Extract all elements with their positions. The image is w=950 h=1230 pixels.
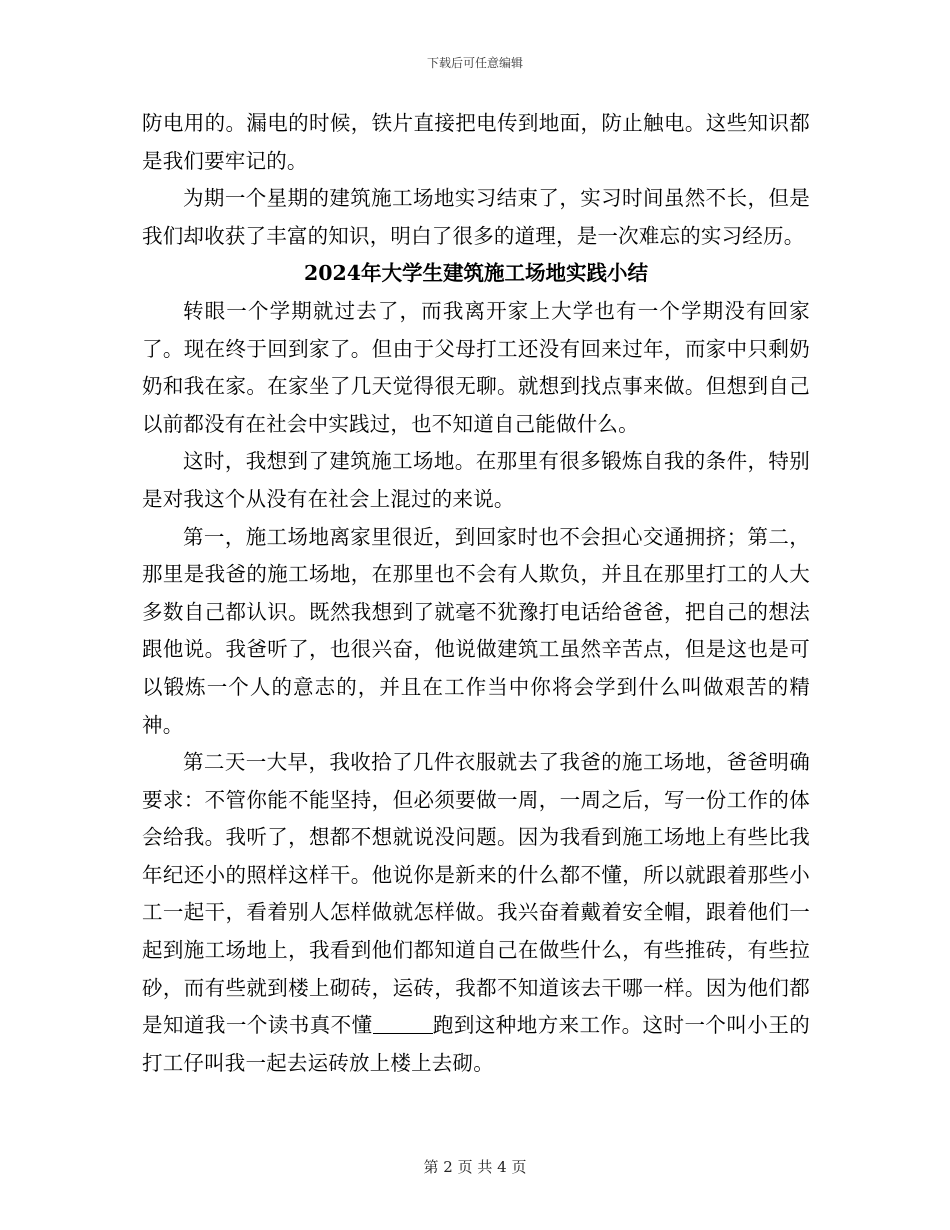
page-number: 第 2 页 共 4 页 [423,1158,527,1176]
section-title: 2024年大学生建筑施工场地实践小结 [303,261,649,286]
paragraph-reasons: 第一，施工场地离家里很近，到回家时也不会担心交通拥挤；第二，那里是我爸的施工场地，在那里也不会有人欺负，并且在那里打工的人大多数自己都认识。既然我想到了就毫不犹豫打电话给爸爸，把自己的想法跟他说。我爸听了，也很兴奋，他说做建筑工虽然辛苦点，但是这也是可以锻炼一个人的意志的，并且在工作当中你将会学到什么叫做艰苦的精神。 [142,524,810,737]
fill-in-blank [373,1013,433,1035]
paragraph-intro: 转眼一个学期就过去了，而我离开家上大学也有一个学期没有回家了。现在终于回到家了。但由于父母打工还没有回来过年，而家中只剩奶奶和我在家。在家坐了几天觉得很无聊。就想到找点事来做。但想到自己以前都没有在社会中实践过，也不知道自己能做什么。 [142,298,810,436]
paragraph-first-day-text-a: 第二天一大早，我收拾了几件衣服就去了我爸的施工场地，爸爸明确要求：不管你能不能坚持，但必须要做一周，一周之后，写一份工作的体会给我。我听了，想都不想就说没问题。因为我看到施工场地上有些比我年纪还小的照样这样干。他说你是新来的什么都不懂，所以就跟着那些小工一起干，看着别人怎样做就怎样做。我兴奋着戴着安全帽，跟着他们一起到施工场地上，我看到他们都知道自己在做些什么，有些推砖，有些拉砂，而有些就到楼上砌砖，运砖，我都不知道该去干哪一样。因为他们都是知道我一个读书真不懂 [142,750,810,1038]
document-body [142,105,810,1082]
paragraph-first-day-text-b: 跑到这种地方来工作。这时一个叫小王的打工仔叫我一起去运砖放上楼上去砌。 [142,1013,810,1075]
paragraph-idea: 这时，我想到了建筑施工场地。在那里有很多锻炼自我的条件，特别是对我这个从没有在社会上混过的来说。 [142,449,810,511]
paragraph-continuation: 防电用的。漏电的时候，铁片直接把电传到地面，防止触电。这些知识都是我们要牢记的。 [142,111,810,173]
paragraph-first-day [142,744,810,1082]
page-header-note: 下载后可任意编辑 [426,56,523,70]
paragraph-internship-summary: 为期一个星期的建筑施工场地实习结束了，实习时间虽然不长，但是我们却收获了丰富的知识，明白了很多的道理，是一次难忘的实习经历。 [142,186,810,248]
